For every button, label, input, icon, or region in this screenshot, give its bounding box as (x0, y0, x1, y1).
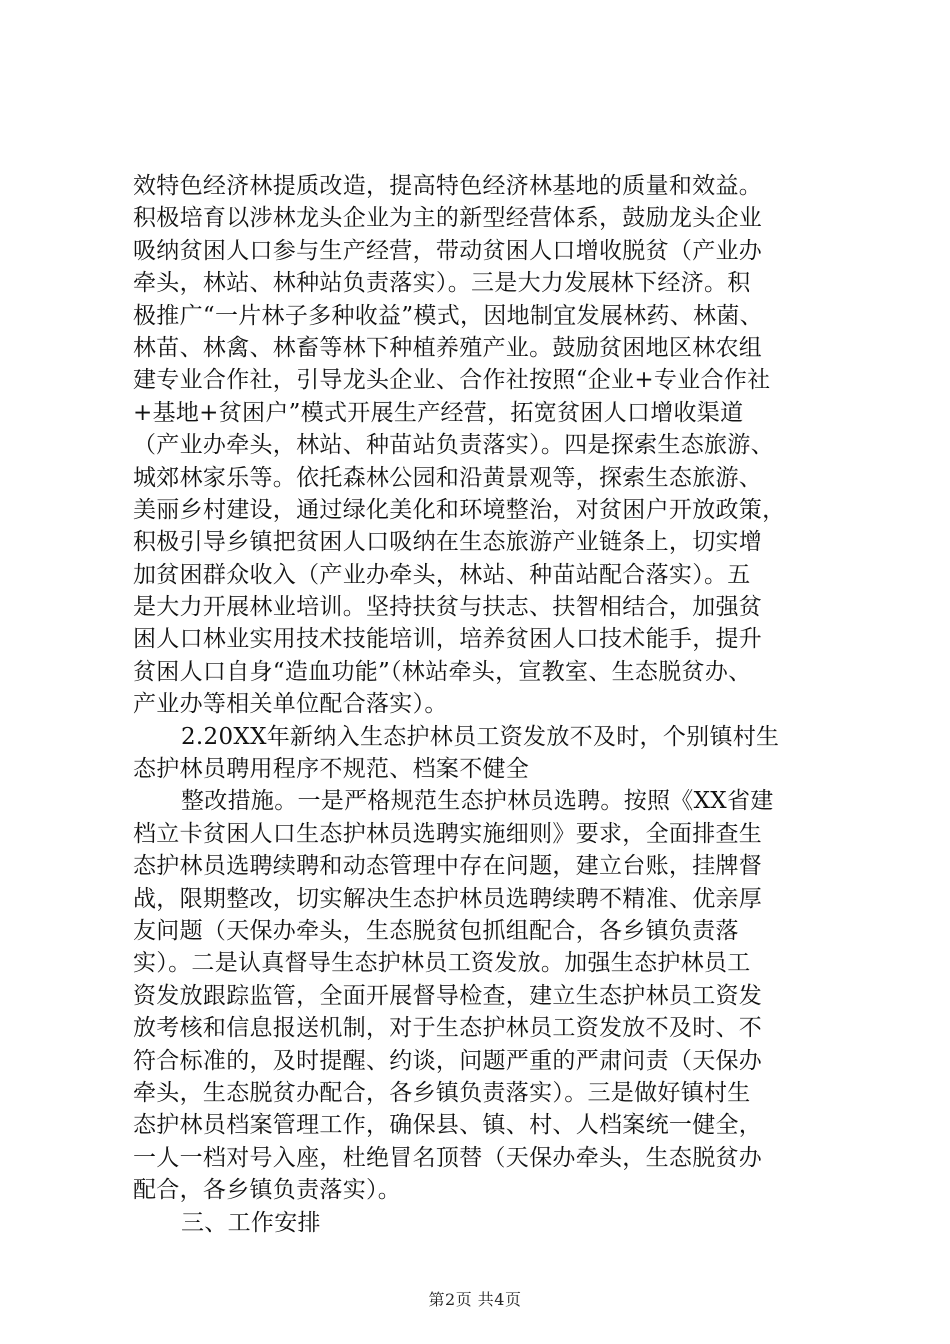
text-line: 档立卡贫困人口生态护林员选聘实施细则》要求，全面排查生 (133, 820, 763, 847)
text-line: 是大力开展林业培训。坚持扶贫与扶志、扶智相结合，加强贫 (133, 594, 763, 621)
text-line: 效特色经济林提质改造，提高特色经济林基地的质量和效益。 (133, 173, 763, 199)
text-line: 三、工作安排 (181, 1209, 321, 1236)
text-line: 态护林员聘用程序不规范、档案不健全 (133, 756, 530, 783)
text-line: 战，限期整改，切实解决生态护林员选聘续聘不精准、优亲厚 (133, 885, 763, 912)
text-line: 配合，各乡镇负责落实）。 (133, 1177, 402, 1204)
text-line: 牵头，生态脱贫办配合，各乡镇负责落实）。三是做好镇村生 (133, 1079, 751, 1106)
text-line: 资发放跟踪监管，全面开展督导检查，建立生态护林员工资发 (133, 982, 763, 1009)
text-line: 积极引导乡镇把贫困人口吸纳在生态旅游产业链条上，切实增 (133, 529, 763, 556)
text-line: 贫困人口自身“造血功能”（林站牵头，宣教室、生态脱贫办、 (133, 658, 752, 685)
text-line: 建专业合作社，引导龙头企业、合作社按照“企业+专业合作社 (133, 367, 771, 394)
page-number: 第2页 共4页 (428, 1290, 522, 1309)
text-line: 符合标准的，及时提醒、约谈，问题严重的严肃问责（天保办 (133, 1047, 763, 1074)
text-line: 态护林员档案管理工作，确保县、镇、村、人档案统一健全， (133, 1112, 763, 1139)
text-line: 整改措施。一是严格规范生态护林员选聘。按照《XX省建 (181, 788, 774, 815)
text-line: 实）。二是认真督导生态护林员工资发放。加强生态护林员工 (133, 950, 751, 977)
text-line: 态护林员选聘续聘和动态管理中存在问题，建立台账，挂牌督 (133, 853, 763, 880)
text-line: 极推广“一片林子多种收益”模式，因地制宜发展林药、林菌、 (133, 302, 763, 329)
text-line: 困人口林业实用技术技能培训，培养贫困人口技术能手，提升 (133, 626, 763, 653)
text-line: 城郊林家乐等。依托森林公园和沿黄景观等，探索生态旅游、 (133, 464, 763, 491)
text-line: 吸纳贫困人口参与生产经营，带动贫困人口增收脱贫（产业办 (133, 237, 763, 264)
text-line: 一人一档对号入座，杜绝冒名顶替（天保办牵头，生态脱贫办 (133, 1144, 763, 1171)
text-line: 放考核和信息报送机制，对于生态护林员工资发放不及时、不 (133, 1015, 763, 1042)
text-line: 2.20XX年新纳入生态护林员工资发放不及时，个别镇村生 (181, 723, 780, 750)
text-line: （产业办牵头，林站、种苗站负责落实）。四是探索生态旅游、 (133, 432, 774, 459)
text-line: 加贫困群众收入（产业办牵头，林站、种苗站配合落实）。五 (133, 561, 751, 588)
text-line: 林苗、林禽、林畜等林下种植养殖产业。鼓励贫困地区林农组 (133, 334, 763, 361)
document-body (133, 170, 833, 1239)
text-line: +基地+贫困户”模式开展生产经营，拓宽贫困人口增收渠道 (133, 399, 744, 426)
text-line: 积极培育以涉林龙头企业为主的新型经营体系，鼓励龙头企业 (133, 205, 763, 232)
text-line: 美丽乡村建设，通过绿化美化和环境整治，对贫困户开放政策， (133, 496, 786, 523)
text-line: 牵头，林站、林种站负责落实）。三是大力发展林下经济。积 (133, 270, 751, 297)
text-line: 友问题（天保办牵头，生态脱贫包抓组配合，各乡镇负责落 (133, 917, 739, 944)
text-line: 产业办等相关单位配合落实）。 (133, 691, 448, 718)
